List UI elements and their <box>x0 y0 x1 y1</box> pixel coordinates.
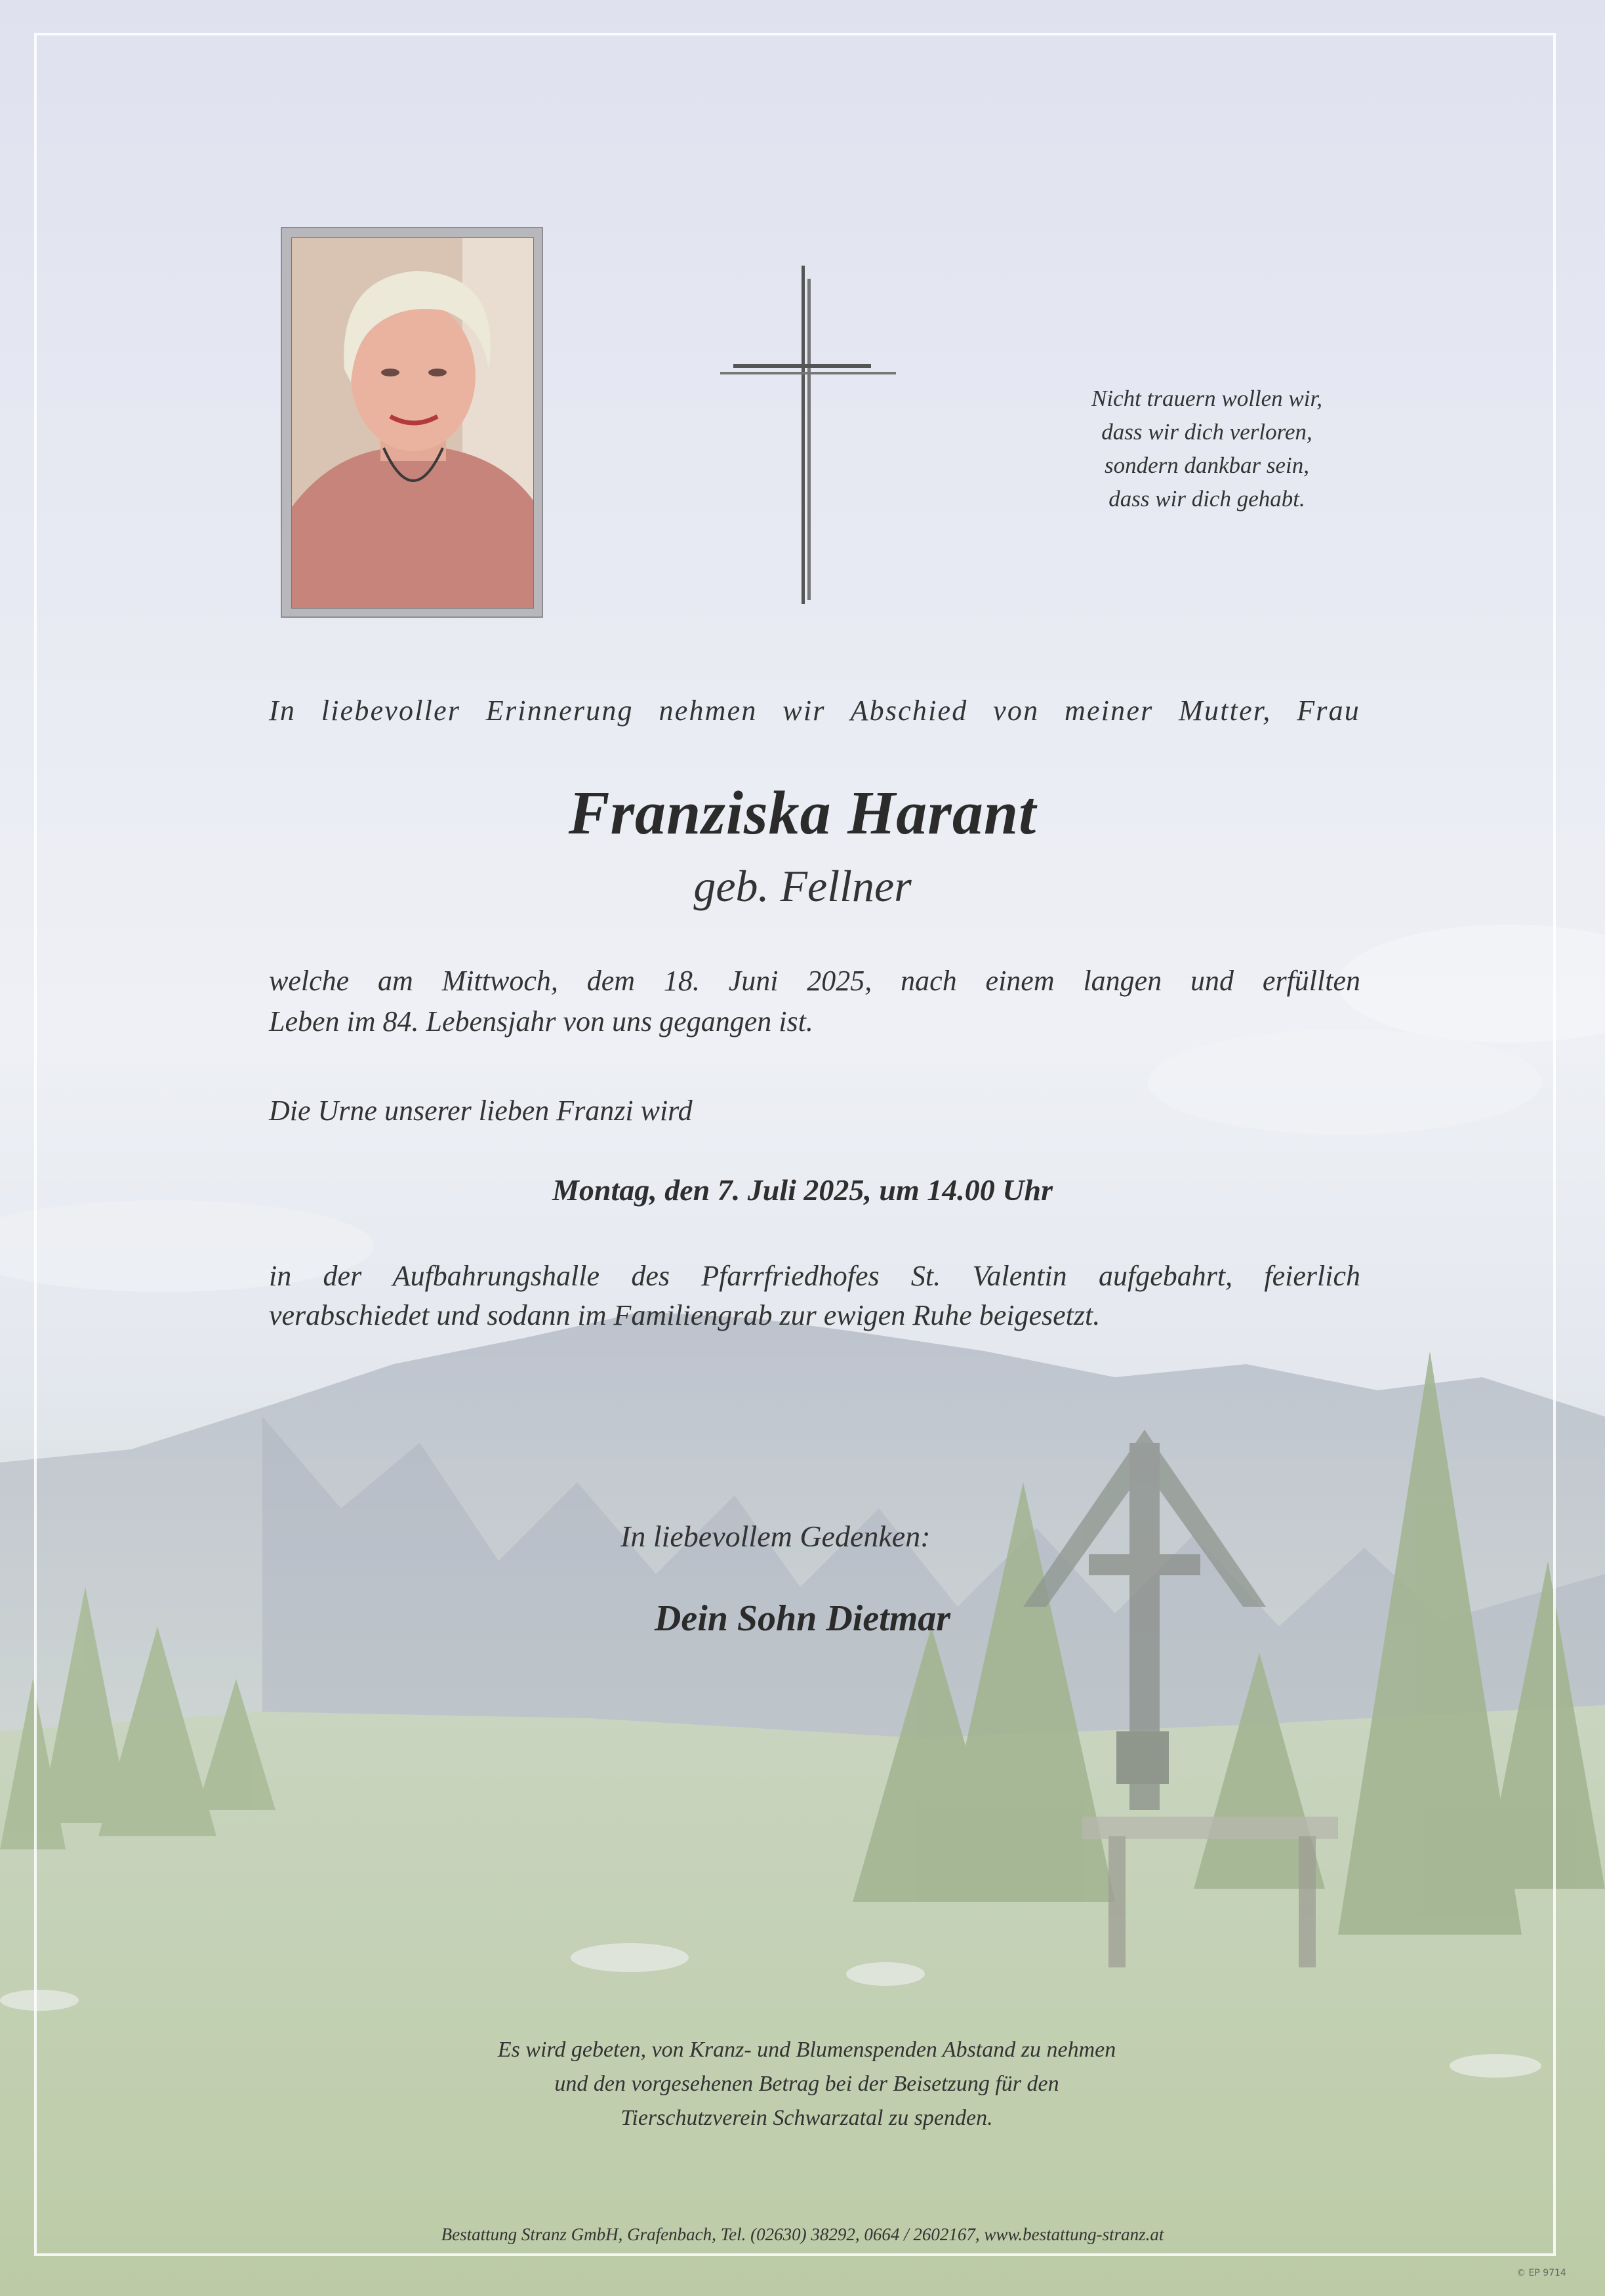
intro-text: In liebevoller Erinnerung nehmen wir Abschied von meiner Mutter, Frau <box>269 695 1360 727</box>
verse-line: dass wir dich verloren, <box>1101 419 1312 445</box>
verse-line: sondern dankbar sein, <box>1104 453 1310 478</box>
closing-phrase: In liebevollem Gedenken: <box>620 1520 931 1553</box>
deceased-name: Franziska Harant <box>568 779 1037 847</box>
donation-request-line: Tierschutzverein Schwarzatal zu spenden. <box>620 2106 993 2130</box>
donation-request-line: Es wird gebeten, von Kranz- und Blumenspenden Abstand zu nehmen <box>497 2038 1116 2062</box>
portrait-photo-frame <box>281 227 543 618</box>
verse-line: Nicht trauern wollen wir, <box>1091 386 1322 411</box>
donation-request <box>315 2033 1299 2135</box>
signature: Dein Sohn Dietmar <box>654 1598 951 1639</box>
maiden-name: geb. Fellner <box>693 861 912 911</box>
death-notice-line: welche am Mittwoch, dem 18. Juni 2025, nach einem langen und erfüllten <box>269 965 1360 997</box>
death-notice-line: Leben im 84. Lebensjahr von uns gegangen ist. <box>269 1005 813 1037</box>
urn-intro: Die Urne unserer lieben Franzi wird <box>269 1095 693 1127</box>
ceremony-datetime: Montag, den 7. Juli 2025, um 14.00 Uhr <box>552 1173 1053 1207</box>
memorial-verse <box>958 382 1456 515</box>
donation-request-line: und den vorgesehenen Betrag bei der Beisetzung für den <box>554 2072 1059 2096</box>
portrait-photo <box>291 237 534 609</box>
verse-line: dass wir dich gehabt. <box>1108 486 1305 512</box>
funeral-home-footer: Bestattung Stranz GmbH, Grafenbach, Tel. (02630) 38292, 0664 / 2602167, www.bestattung-stranz.at <box>441 2225 1164 2244</box>
template-code: © EP 9714 <box>1516 2268 1566 2278</box>
cross-icon <box>720 266 896 604</box>
ceremony-details-line: verabschiedet und sodann im Familiengrab zur ewigen Ruhe beigesetzt. <box>269 1299 1101 1331</box>
ceremony-details-line: in der Aufbahrungshalle des Pfarrfriedhofes St. Valentin aufgebahrt, feierlich <box>269 1260 1360 1292</box>
